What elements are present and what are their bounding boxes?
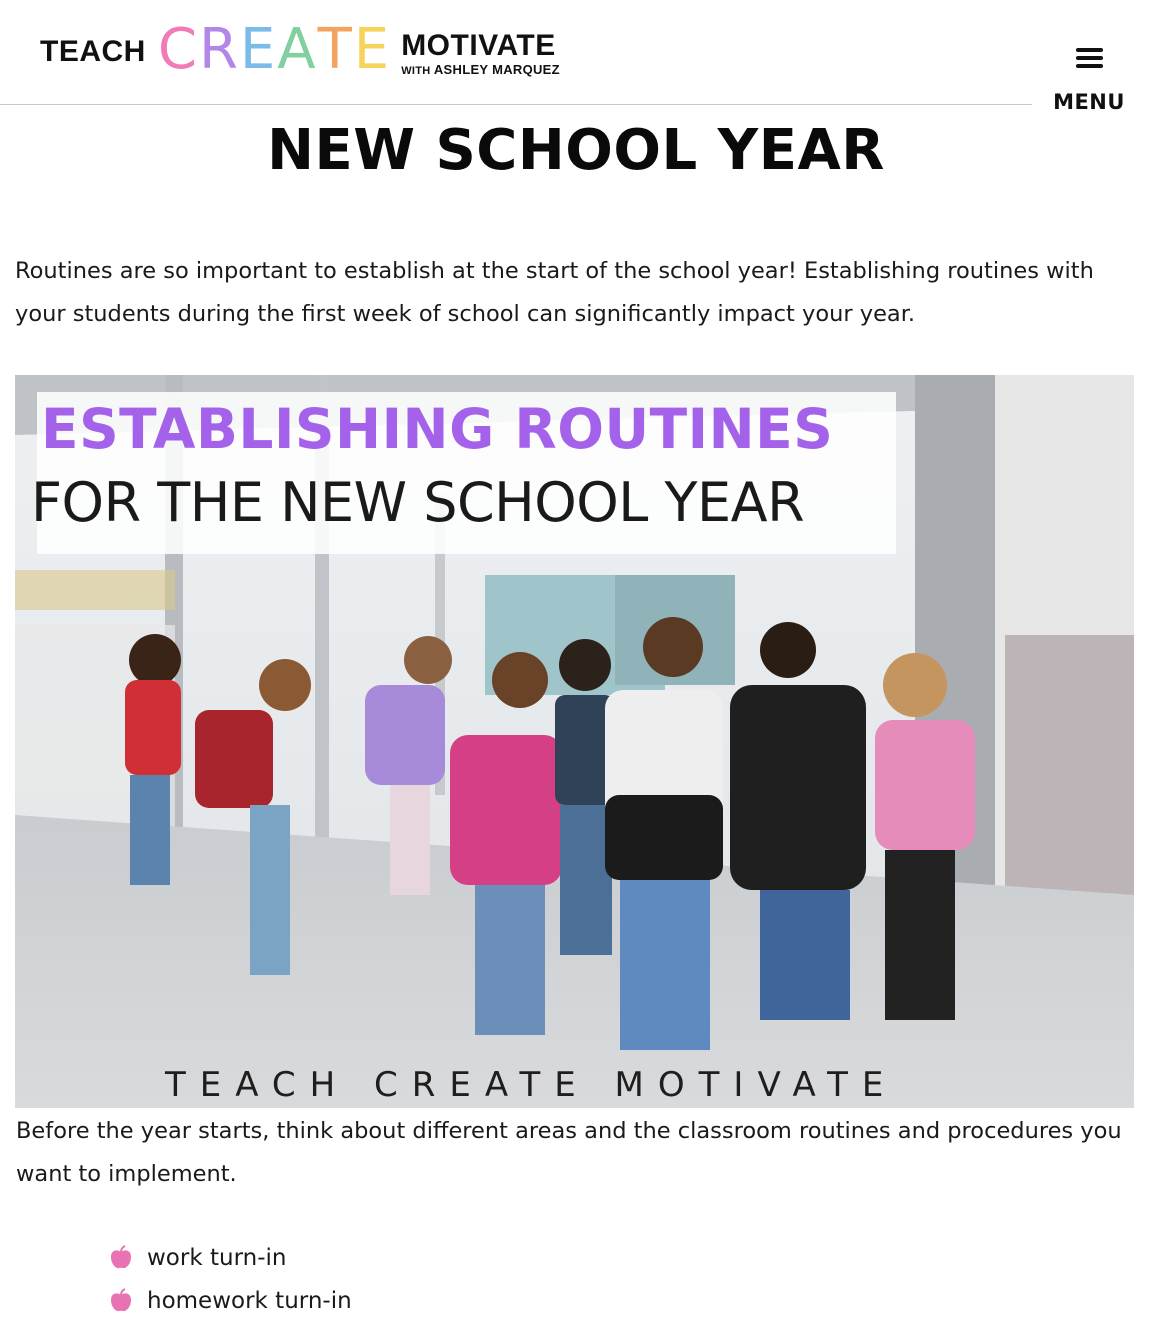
hamburger-menu-icon: [1076, 46, 1103, 70]
apple-icon: [108, 1288, 134, 1314]
logo-tagline: [401, 62, 560, 77]
body-paragraph: Before the year starts, think about different areas and the classroom routines and procedures you want to implement.: [16, 1118, 1122, 1187]
page-title: NEW SCHOOL YEAR: [267, 118, 885, 183]
logo-create-letter: C: [157, 17, 199, 82]
apple-icon: [108, 1245, 134, 1271]
intro-paragraph: Routines are so important to establish at the start of the school year! Establishing routines with your students during the first week of school can significantly impact your year.: [15, 258, 1094, 327]
logo-create: [157, 17, 392, 82]
list-item-label: work turn-in: [147, 1244, 287, 1271]
hero-title-line1: ESTABLISHING ROUTINES: [41, 397, 834, 461]
site-logo[interactable]: [40, 18, 560, 82]
menu-button[interactable]: [1046, 40, 1132, 120]
logo-create-letter: T: [317, 17, 354, 82]
header-divider: [0, 104, 1032, 105]
hero-watermark: TEACH CREATE MOTIVATE: [165, 1065, 898, 1105]
logo-with: WITH: [401, 64, 431, 77]
logo-create-letter: E: [239, 17, 278, 82]
hero-image: [15, 375, 1134, 1108]
logo-create-letter: R: [198, 17, 240, 82]
list-item-label: homework turn-in: [147, 1287, 352, 1314]
routine-list: [108, 1236, 352, 1320]
logo-motivate: MOTIVATE: [401, 28, 556, 62]
logo-create-letter: A: [277, 17, 318, 82]
logo-teach: TEACH: [40, 35, 146, 68]
hero-title-line2: FOR THE NEW SCHOOL YEAR: [31, 471, 805, 534]
menu-label: MENU: [1053, 90, 1125, 114]
list-item: [108, 1279, 352, 1320]
logo-author: ASHLEY MARQUEZ: [433, 61, 560, 77]
logo-motivate-block: [401, 28, 560, 77]
logo-create-letter: E: [353, 17, 392, 82]
list-item: [108, 1236, 352, 1279]
site-header: [0, 0, 1152, 120]
